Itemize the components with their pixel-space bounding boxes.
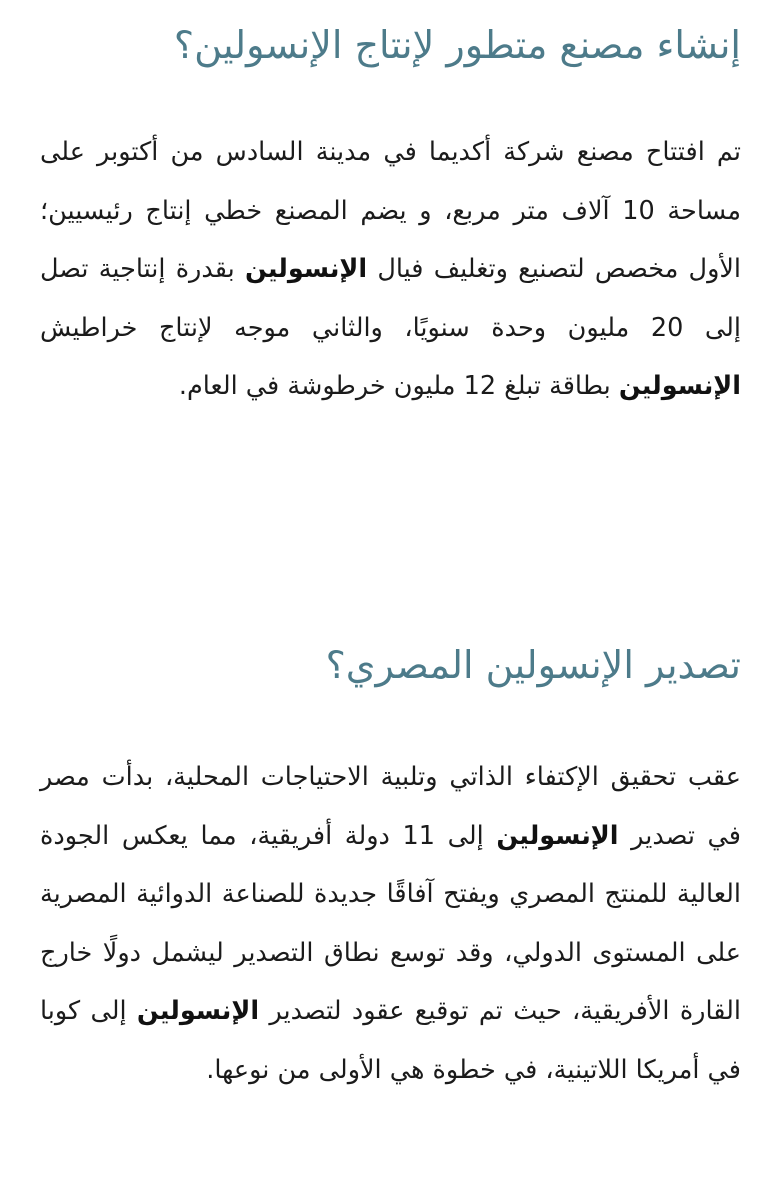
section-heading-insulin-factory: إنشاء مصنع متطور لإنتاج الإنسولين؟: [173, 23, 741, 67]
paragraph-text: تم افتتاح مصنع شركة أكديما في مدينة السادس من أكتوبر على مساحة 10 آلاف متر مربع، و يضم المصنع خطي إنتاج رئيسيين؛ الأول مخصص لتصنيع وتغليف فيال: [40, 137, 742, 284]
section-paragraph-insulin-export: [40, 748, 741, 1099]
paragraph-text: بقدرة إنتاجية تصل إلى 20 مليون وحدة سنويًا، والثاني موجه لإنتاج خراطيش: [40, 254, 741, 343]
paragraph-text: بطاقة تبلغ 12 مليون خرطوشة في العام.: [178, 371, 619, 401]
paragraph-text: إلى 11 دولة أفريقية، مما يعكس الجودة العالية للمنتج المصري ويفتح آفاقًا جديدة للصناعة الدوائية المصرية على المستوى الدولي، وقد توسع نطاق التصدير ليشمل دولًا خارج القارة الأفريقية، حيث تم توقيع عقود لتصدير: [40, 820, 742, 1026]
highlighted-term-insulin: الإنسولين: [496, 820, 619, 851]
section-paragraph-insulin-factory: [40, 123, 741, 416]
paragraph-text: عقب تحقيق الإكتفاء الذاتي وتلبية الاحتياجات المحلية، بدأت مصر في تصدير: [40, 762, 741, 851]
highlighted-term-insulin: الإنسولين: [244, 254, 368, 284]
highlighted-term-insulin: الإنسولين: [136, 996, 260, 1026]
paragraph-text: إلى كوبا في أمريكا اللاتينية، في خطوة هي الأولى من نوعها.: [40, 996, 741, 1085]
section-heading-insulin-export: تصدير الإنسولين المصري؟: [325, 643, 741, 687]
highlighted-term-insulin: الإنسولين: [618, 371, 741, 401]
